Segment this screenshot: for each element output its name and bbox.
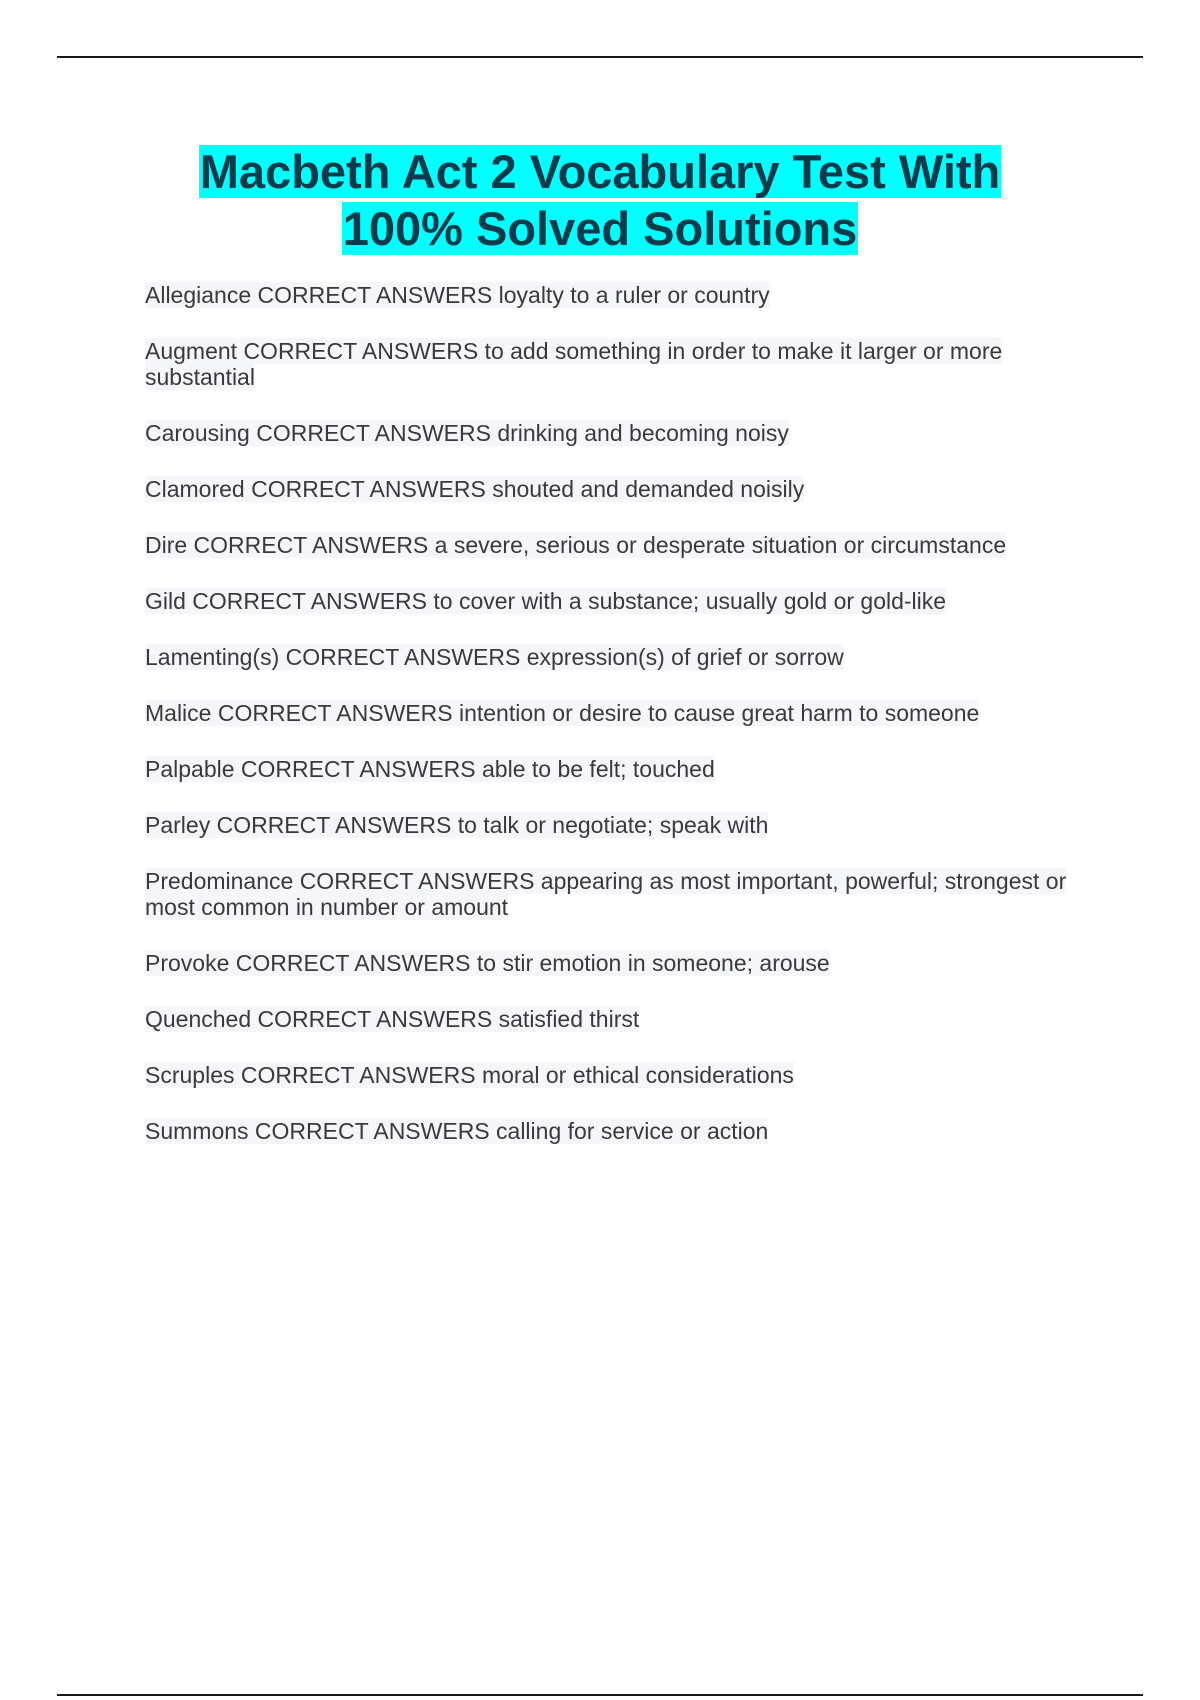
vocab-entry-text: Dire CORRECT ANSWERS a severe, serious or desperate situation or circumstance	[145, 532, 1007, 558]
vocab-entry-text: Predominance CORRECT ANSWERS appearing as most important, powerful; strongest or most common in number or amount	[145, 868, 1067, 920]
vocab-entry-palpable	[145, 756, 1095, 782]
vocab-entry-text: Provoke CORRECT ANSWERS to stir emotion in someone; arouse	[145, 950, 830, 976]
vocab-entry-text: Gild CORRECT ANSWERS to cover with a substance; usually gold or gold-like	[145, 588, 947, 614]
vocab-entry-text: Palpable CORRECT ANSWERS able to be felt; touched	[145, 756, 715, 782]
vocab-entry-malice	[145, 700, 1095, 726]
vocab-entry-lamenting	[145, 644, 1095, 670]
vocab-entry-augment	[145, 338, 1095, 390]
title-line-1	[100, 143, 1100, 200]
document-title	[100, 143, 1100, 257]
vocab-entry-gild	[145, 588, 1095, 614]
vocab-entry-quenched	[145, 1006, 1095, 1032]
vocabulary-list	[145, 282, 1095, 1174]
vocab-entry-scruples	[145, 1062, 1095, 1088]
vocab-entry-text: Lamenting(s) CORRECT ANSWERS expression(s) of grief or sorrow	[145, 644, 844, 670]
vocab-entry-text: Scruples CORRECT ANSWERS moral or ethical considerations	[145, 1062, 794, 1088]
vocab-entry-provoke	[145, 950, 1095, 976]
vocab-entry-text: Clamored CORRECT ANSWERS shouted and demanded noisily	[145, 476, 805, 502]
vocab-entry-text: Parley CORRECT ANSWERS to talk or negotiate; speak with	[145, 812, 769, 838]
vocab-entry-text: Quenched CORRECT ANSWERS satisfied thirst	[145, 1006, 640, 1032]
vocab-entry-text: Augment CORRECT ANSWERS to add something in order to make it larger or more substantial	[145, 338, 1003, 390]
vocab-entry-allegiance	[145, 282, 1095, 308]
vocab-entry-parley	[145, 812, 1095, 838]
vocab-entry-text: Carousing CORRECT ANSWERS drinking and becoming noisy	[145, 420, 789, 446]
vocab-entry-dire	[145, 532, 1095, 558]
title-line-2	[100, 200, 1100, 257]
vocab-entry-summons	[145, 1118, 1095, 1144]
bottom-rule	[57, 1694, 1143, 1696]
top-rule	[57, 56, 1143, 58]
vocab-entry-text: Allegiance CORRECT ANSWERS loyalty to a ruler or country	[145, 282, 770, 308]
vocab-entry-clamored	[145, 476, 1095, 502]
title-line-2-text: 100% Solved Solutions	[342, 202, 858, 255]
title-line-1-text: Macbeth Act 2 Vocabulary Test With	[199, 145, 1001, 198]
vocab-entry-carousing	[145, 420, 1095, 446]
vocab-entry-predominance	[145, 868, 1095, 920]
vocab-entry-text: Summons CORRECT ANSWERS calling for service or action	[145, 1118, 769, 1144]
vocab-entry-text: Malice CORRECT ANSWERS intention or desire to cause great harm to someone	[145, 700, 980, 726]
